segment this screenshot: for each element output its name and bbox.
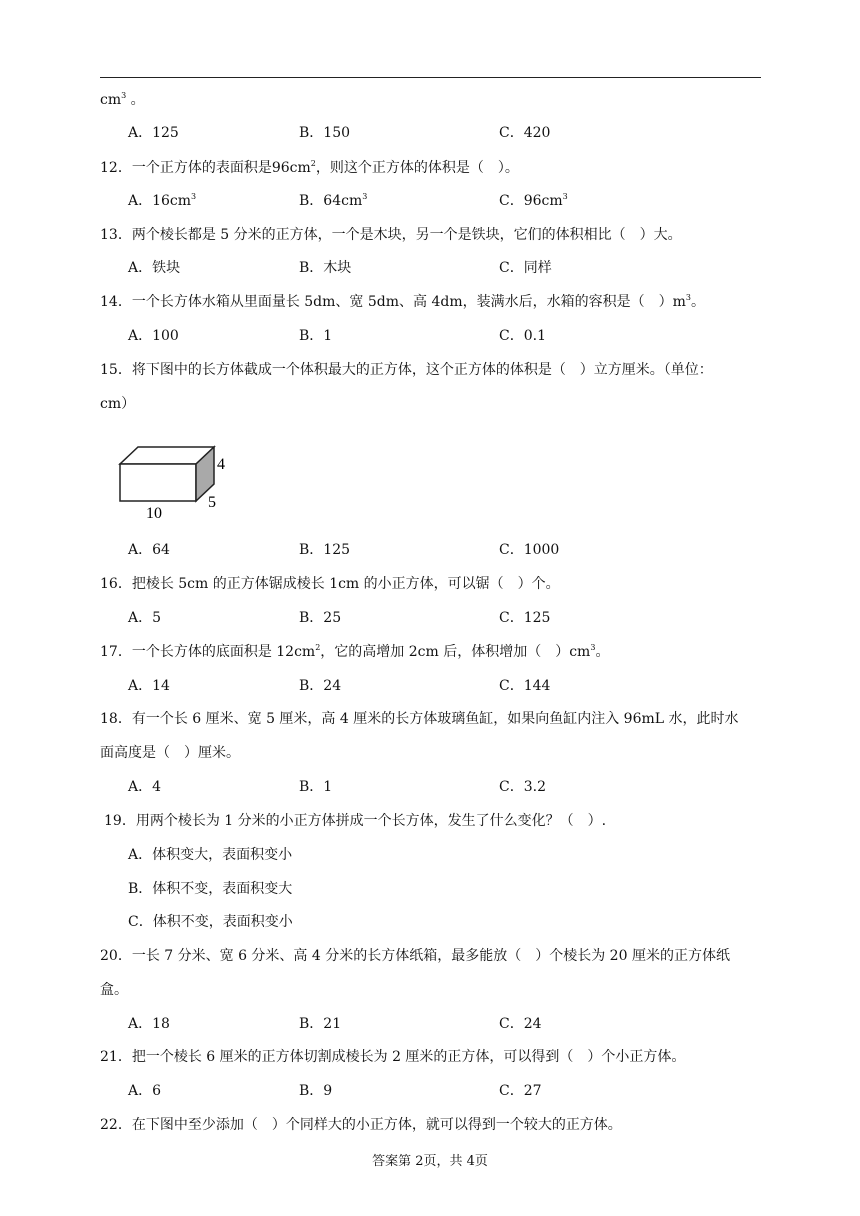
- q11-option-c: C．420: [499, 125, 551, 141]
- q14-option-b: B．1: [299, 328, 333, 344]
- q18-option-c: C．3.2: [499, 779, 546, 795]
- superscript: 3: [121, 91, 127, 100]
- q17-text-end: 。: [595, 644, 610, 660]
- q17-text-mid: ，它的高增加 2cm 后，体积增加（ ）cm: [320, 644, 591, 660]
- q13-option-a: A．铁块: [128, 260, 181, 276]
- width-label: 5: [208, 494, 216, 511]
- q16-option-a: A．5: [128, 610, 162, 626]
- q20-option-a: A．18: [128, 1016, 170, 1032]
- q12-text: 12．一个正方体的表面积是96cm: [100, 160, 311, 176]
- superscript: 3: [562, 192, 568, 201]
- superscript: 2: [310, 159, 316, 168]
- q11-option-a: A．125: [128, 125, 179, 141]
- q15-option-c: C．1000: [499, 542, 560, 558]
- header-rule: [100, 77, 761, 78]
- question-18-line-2: 面高度是（ ）厘米。: [100, 745, 240, 761]
- length-label: 10: [146, 505, 162, 522]
- q12-option-c: [499, 191, 568, 211]
- q19-option-b: B．体积不变，表面积变大: [128, 881, 293, 897]
- question-16: 16．把棱长 5cm 的正方体锯成棱长 1cm 的小正方体，可以锯（ ）个。: [100, 576, 560, 592]
- question-14: [100, 292, 705, 312]
- q15-option-b: B．125: [299, 542, 351, 558]
- q12-option-a: [128, 191, 196, 211]
- q14-option-a: A．100: [128, 328, 179, 344]
- q12-text-end: ，则这个正方体的体积是（ ）。: [315, 160, 519, 176]
- q19-option-a: A．体积变大，表面积变小: [128, 847, 293, 863]
- superscript: 2: [315, 643, 321, 652]
- q15-option-a: A．64: [128, 542, 170, 558]
- q20-option-b: B．21: [299, 1016, 342, 1032]
- q21-option-a: A．6: [128, 1083, 162, 1099]
- question-15-line-2: cm）: [100, 396, 136, 412]
- cuboid-figure: [110, 440, 240, 525]
- option-text: C．96cm: [499, 193, 563, 209]
- q13-option-c: C．同样: [499, 260, 552, 276]
- unit-text: cm: [100, 92, 122, 108]
- question-18-line-1: 18．有一个长 6 厘米、宽 5 厘米，高 4 厘米的长方体玻璃鱼缸，如果向鱼缸内注入 96mL 水，此时水: [100, 711, 739, 727]
- q19-option-c: C．体积不变，表面积变小: [128, 914, 293, 930]
- q17-option-a: A．14: [128, 678, 170, 694]
- q20-option-c: C．24: [499, 1016, 542, 1032]
- option-text: A．16cm: [128, 193, 192, 209]
- q18-option-a: A．4: [128, 779, 162, 795]
- q17-option-b: B．24: [299, 678, 342, 694]
- page-footer: 答案第 2页，共 4页: [372, 1154, 488, 1169]
- q21-option-b: B．9: [299, 1083, 333, 1099]
- question-15-line-1: 15．将下图中的长方体截成一个体积最大的正方体，这个正方体的体积是（ ）立方厘米。（单位：: [100, 362, 713, 378]
- q14-option-c: C．0.1: [499, 328, 546, 344]
- question-21: 21．把一个棱长 6 厘米的正方体切割成棱长为 2 厘米的正方体，可以得到（ ）个小正方体。: [100, 1049, 686, 1065]
- q18-option-b: B．1: [299, 779, 333, 795]
- q17-text: 17．一个长方体的底面积是 12cm: [100, 644, 316, 660]
- q13-option-b: B．木块: [299, 260, 352, 276]
- q16-option-c: C．125: [499, 610, 551, 626]
- question-13: 13．两个棱长都是 5 分米的正方体，一个是木块，另一个是铁块，它们的体积相比（ ）大。: [100, 227, 682, 243]
- height-label: 4: [217, 456, 225, 473]
- question-22: 22．在下图中至少添加（ ）个同样大的小正方体，就可以得到一个较大的正方体。: [100, 1117, 622, 1133]
- option-text: B．64cm: [299, 193, 363, 209]
- question-20-line-1: 20．一长 7 分米、宽 6 分米、高 4 分米的长方体纸箱，最多能放（ ）个棱长为 20 厘米的正方体纸: [100, 948, 730, 964]
- question-12: [100, 158, 519, 178]
- q21-option-c: C．27: [499, 1083, 542, 1099]
- superscript: 3: [590, 643, 596, 652]
- question-19: 19．用两个棱长为 1 分米的小正方体拼成一个长方体，发生了什么变化？（ ）.: [104, 813, 607, 829]
- punct: 。: [126, 92, 145, 108]
- superscript: 3: [191, 192, 197, 201]
- question-17: [100, 642, 609, 662]
- q11-option-b: B．150: [299, 125, 351, 141]
- q17-option-c: C．144: [499, 678, 551, 694]
- question-20-line-2: 盒。: [100, 982, 128, 998]
- superscript: 3: [362, 192, 368, 201]
- superscript: 3: [685, 293, 691, 302]
- q16-option-b: B．25: [299, 610, 342, 626]
- q11-tail: [100, 90, 145, 110]
- q14-text-end: 。: [690, 294, 705, 310]
- q14-text: 14．一个长方体水箱从里面量长 5dm、宽 5dm、高 4dm，装满水后，水箱的容积是（ ）m: [100, 294, 686, 310]
- q12-option-b: [299, 191, 367, 211]
- cuboid-front-face: [120, 464, 196, 501]
